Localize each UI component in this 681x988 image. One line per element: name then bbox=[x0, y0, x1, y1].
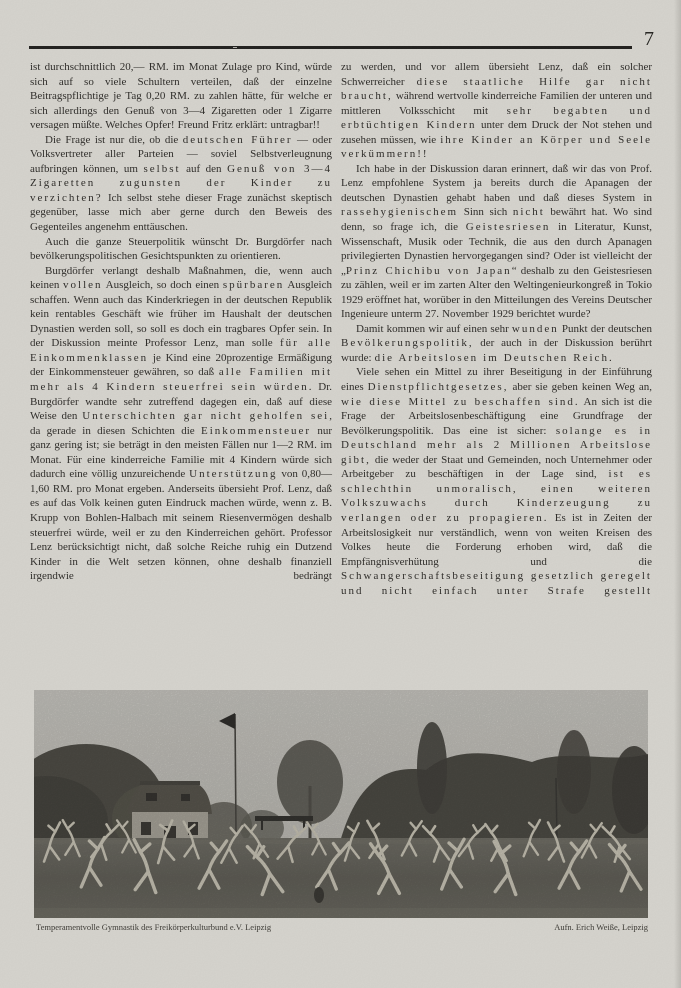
emphasized-text: alle Familien mit mehr als 4 Kindern steuerfrei sein würden. bbox=[30, 366, 332, 394]
article-body bbox=[30, 60, 652, 598]
emphasized-text: rassehygienischem bbox=[341, 206, 459, 219]
photo-gymnastics bbox=[34, 690, 648, 918]
body-text: “ deshalb zu den Geistesriesen zu zählen, weil er im zarten Alter den Weltingenieurkongreß in Tokio 1929 eröffnet hat, worüber in den Mitteilungen des Vereins Deutscher Ingenieure unterm 27. November 1929 berichtet wurde? bbox=[341, 264, 652, 321]
body-text: der auch in der Diskussion berührt wurde: bbox=[341, 337, 652, 364]
emphasized-text: wie diese Mittel zu beschaffen sind. bbox=[341, 395, 580, 408]
emphasized-text: Dienstpflichtgesetzes, bbox=[367, 381, 509, 394]
photo-captions bbox=[36, 922, 648, 933]
body-text: Sinn sich bbox=[458, 206, 513, 219]
emphasized-text: Genuß von 3—4 Zigaretten zugunsten der Kinder zu verzichten? bbox=[30, 162, 333, 204]
emphasized-text: ist es schlechthin unmoralisch, einen weiteren Volkszuwachs durch Kinderzeugung zu verlangen oder zu propagieren. bbox=[341, 468, 652, 524]
photo-caption-left: Temperamentvolle Gymnastik des Freikörperkulturbund e.V. Leipzig bbox=[36, 922, 272, 932]
body-text: auf den bbox=[180, 162, 228, 175]
emphasized-text: sehr begabten und erbtüchtigen Kindern bbox=[341, 104, 652, 132]
body-text: von 0,80—1,60 RM. pro Monat ergeben. Anderseits übersieht Prof. Lenz, daß es auf das Volk keinen guten Eindruck machen würde, wenn z. B. Krupp von Bohlen-Halbach mit seinem Riesenvermögen deshalb steuerfrei würde, weil er zu den Kinderreichen gehört. Professor Lenz berücksichtigt nicht, daß solche Reiche ruhig ein Dutzend Kinder in die Welt setzen können, ohne deshalb finanziell irgendwie bedrängt bbox=[30, 468, 332, 583]
emphasized-text: Bevölkerungspolitik, bbox=[341, 337, 474, 350]
emphasized-text: solange es in Deutschland mehr als 2 Millionen Arbeitslose gibt, bbox=[341, 424, 653, 466]
emphasized-text: Unterstützung bbox=[189, 468, 278, 481]
page-number: 7 bbox=[644, 28, 654, 50]
column-left bbox=[30, 60, 332, 598]
body-text: Ausgleich, so doch einen bbox=[102, 279, 223, 292]
emphasized-text: deutschen Führer bbox=[182, 133, 293, 146]
body-text: ist durchschnittlich 20,— RM. im Monat Zulage pro Kind, würde sich auf so viele Schultern verteilen, daß der einzelne Beitragspflichtige je Tag 0,20 RM. zu zahlen hätte, für welche er sich allerdings den Genuß von 3—4 Zigaretten oder 1 Zigarre versagen müßte. Welches Opfer! Freund Fritz erklärt: untragbar!! bbox=[30, 61, 332, 132]
rule-gap bbox=[233, 47, 237, 48]
emphasized-text: ihre Kinder an Körper und Seele verkümmern!! bbox=[341, 133, 652, 161]
column-right bbox=[341, 60, 652, 598]
paragraph bbox=[30, 60, 332, 133]
scan-edge-shadow bbox=[674, 0, 681, 988]
emphasized-text: Unterschichten gar nicht geholfen sei bbox=[82, 410, 330, 423]
body-text: Ich habe in der Diskussion daran erinnert, daß wir das von Prof. Lenz empfohlene System ja bereits durch die Apanagen der deutschen Dynastien gehabt haben und daß dieses System in bbox=[341, 162, 652, 204]
body-text: je Kind eine 20prozentige Ermäßigung der Einkommensteuer gewähren, so daß bbox=[30, 351, 332, 379]
paragraph bbox=[341, 162, 652, 322]
body-text: — oder Volksvertreter aller Parteien — soviel Selbstverleugnung aufbringen können, um bbox=[30, 133, 332, 175]
emphasized-text: spürbaren bbox=[222, 279, 285, 292]
paragraph bbox=[30, 235, 332, 264]
body-text: unter dem Druck der Not stehen und zusehen müssen, wie bbox=[341, 119, 652, 146]
emphasized-text: diese staatliche Hilfe gar nicht braucht, bbox=[341, 75, 652, 103]
emphasized-text: Schwangerschaftsbeseitigung gesetzlich geregelt und nicht einfach unter Strafe gestellt bbox=[341, 570, 652, 597]
header-rule bbox=[29, 46, 632, 49]
emphasized-text: Geistesriesen bbox=[465, 221, 551, 234]
body-text: die weder der Staat und Gemeinden, noch Unternehmer oder Arbeitgeber zu beschäftigen in der Lage sind, bbox=[341, 453, 652, 481]
photo-grain bbox=[34, 690, 648, 918]
body-text: Die Frage ist nur die, ob die bbox=[45, 133, 183, 146]
emphasized-text: vollen bbox=[63, 279, 103, 292]
paragraph bbox=[30, 133, 332, 235]
paragraph bbox=[30, 264, 332, 584]
paragraph bbox=[341, 322, 652, 366]
body-text: Auch die ganze Steuerpolitik wünscht Dr. Burgdörfer nach bevölkerungspolitischen Gesichtspunkten zu orientieren. bbox=[30, 235, 332, 263]
body-text: Dr. Burgdörfer wandte sehr zutreffend dagegen ein, daß auf diese Weise den bbox=[30, 381, 332, 423]
emphasized-text: Prinz Chichibu von Japan bbox=[345, 264, 512, 277]
body-text: aber sie geben keinen Weg an, bbox=[508, 381, 652, 394]
body-text: An sich ist die Frage der Arbeitslosenbeschäftigung eine Grundfrage der Bevölkerungspolitik. Das eine ist sicher: bbox=[341, 395, 652, 437]
emphasized-text: für alle Einkommenklassen bbox=[30, 337, 332, 364]
body-text: Burgdörfer verlangt deshalb Maßnahmen, die, wenn auch keinen bbox=[30, 264, 332, 292]
body-text: zu werden, und vor allem übersieht Lenz, daß ein solcher Schwerreicher bbox=[341, 61, 652, 88]
emphasized-text: wunden bbox=[511, 322, 559, 335]
paragraph bbox=[341, 365, 652, 598]
body-text: , da gerade in diesen Schichten die bbox=[30, 410, 332, 437]
body-text: Es ist in Zeiten der Arbeitslosigkeit nur verständlich, wenn von weiten Kreisen des Volkes heute die Forderung erhoben wird, daß die Empfängnisverhütung und die bbox=[341, 511, 652, 568]
body-text: bewährt hat. Wo sind denn, so frage ich, die bbox=[341, 206, 652, 234]
body-text: in Literatur, Kunst, Wissenschaft, Musik oder Technik, die aus den durch Apanagen privilegierten Dynastien hervorgegangen sind? Oder ist vielleicht der „ bbox=[341, 221, 652, 277]
body-text: Damit kommen wir auf einen sehr bbox=[356, 322, 512, 335]
emphasized-text: die Arbeitslosen im Deutschen Reich. bbox=[374, 351, 614, 364]
body-text: Ich selbst stehe dieser Frage zunächst skeptisch gegenüber, lasse mich aber gerne durch den Beweis des Gegenteiles angenehm enttäuschen. bbox=[30, 191, 332, 234]
photo-caption-right: Aufn. Erich Weiße, Leipzig bbox=[554, 922, 648, 932]
paragraph bbox=[341, 60, 652, 162]
emphasized-text: Einkommensteuer bbox=[200, 424, 312, 437]
body-text: Punkt der deutschen bbox=[558, 322, 652, 335]
emphasized-text: selbst bbox=[143, 162, 181, 175]
body-text: nur ganz gering ist; sie beträgt in den meisten Fällen nur 1—2 RM. im Monat. Für eine kinderreiche Familie mit 4 Kindern würde sich dadurch eine völlig unzureichende bbox=[30, 424, 332, 481]
body-text: Ausgleich schaffen. Wenn auch das Kinderkriegen in der deutschen Republik kein rentables Geschäft wie früher im Haushalt der deutschen Dynastien werden soll, so soll es doch ein tragbares Opfer sein. In der Diskussion meinte Professor Lenz, man solle bbox=[30, 279, 332, 350]
emphasized-text: nicht bbox=[512, 206, 545, 219]
body-text: während wertvolle kinderreiche Familien der unteren und mittleren Volksschicht mit bbox=[341, 90, 652, 117]
body-text: Viele sehen ein Mittel zu ihrer Beseitigung in der Einführung eines bbox=[341, 366, 652, 394]
